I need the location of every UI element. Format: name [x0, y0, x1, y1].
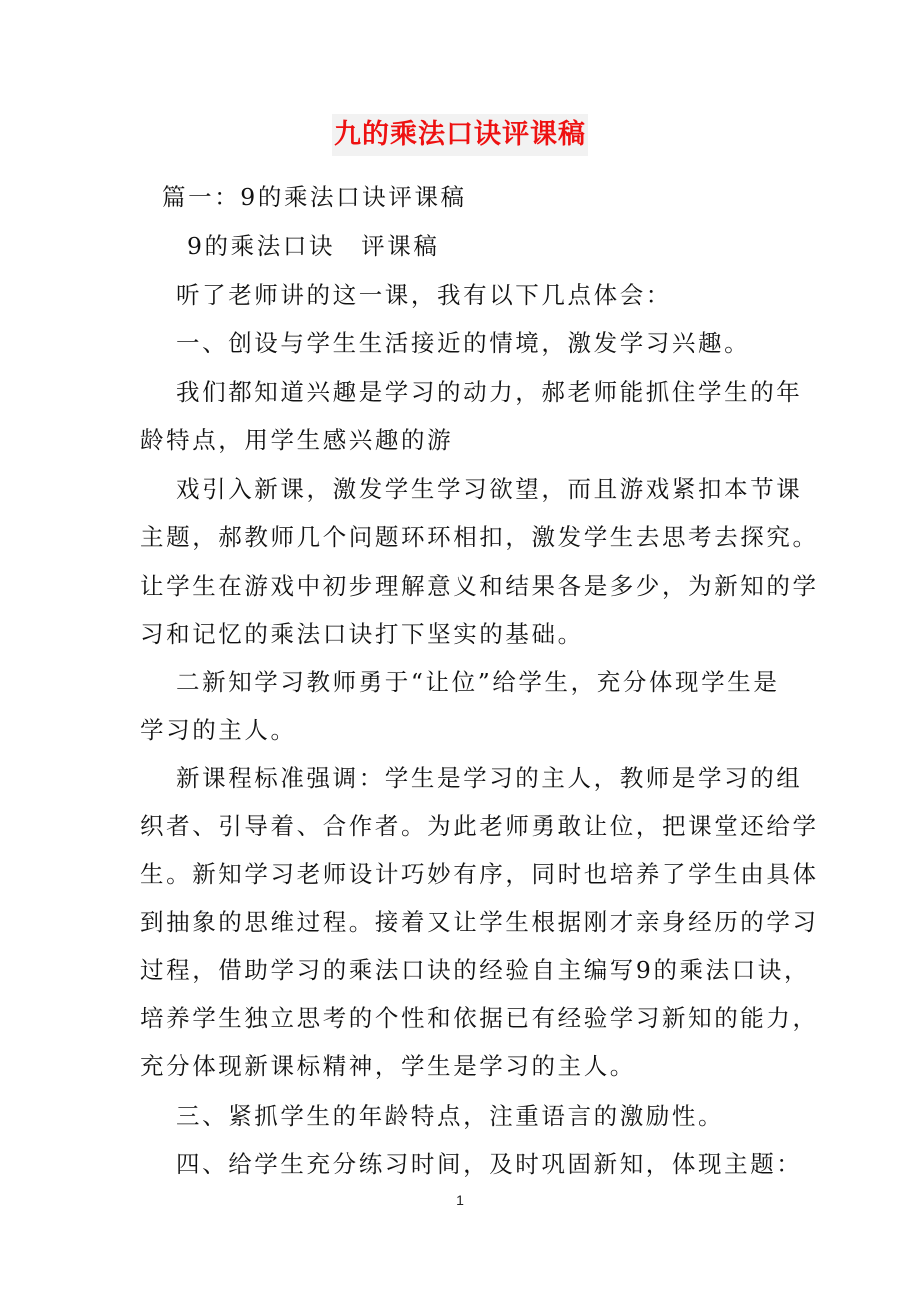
paragraph-line: 培养学生独立思考的个性和依据已有经验学习新知的能力，	[140, 1004, 819, 1032]
paragraph-line: 充分体现新课标精神，学生是学习的主人。	[140, 1052, 636, 1080]
paragraph-line: 过程，借助学习的乘法口诀的经验自主编写9的乘法口诀，	[140, 956, 811, 984]
paragraph-line: 龄特点，用学生感兴趣的游	[140, 426, 454, 454]
paragraph-line: 学习的主人。	[140, 716, 297, 744]
title-container	[0, 114, 920, 156]
paragraph-line: 二新知学习教师勇于“让位”给学生，充分体现学生是	[176, 668, 780, 696]
paragraph-line: 习和记忆的乘法口诀打下坚实的基础。	[140, 620, 584, 648]
paragraph-line: 主题，郝教师几个问题环环相扣，激发学生去思考去探究。	[140, 523, 819, 551]
paragraph-line: 生。新知学习老师设计巧妙有序，同时也培养了学生由具体	[140, 860, 819, 888]
paragraph-line: 让学生在游戏中初步理解意义和结果各是多少，为新知的学	[140, 572, 819, 600]
paragraph-line: 新课程标准强调：学生是学习的主人，教师是学习的组	[176, 764, 803, 792]
section-heading-1: 篇一：9的乘法口诀评课稿	[162, 183, 467, 211]
paragraph-line: 我们都知道兴趣是学习的动力，郝老师能抓住学生的年	[176, 378, 803, 406]
page-number: 1	[456, 1192, 464, 1208]
subtitle-line: 9的乘法口诀 评课稿	[187, 232, 440, 260]
document-title: 九的乘法口诀评课稿	[332, 114, 588, 156]
paragraph-line: 一、创设与学生生活接近的情境，激发学习兴趣。	[176, 329, 751, 357]
paragraph-line: 四、给学生充分练习时间，及时巩固新知，体现主题：	[176, 1150, 803, 1178]
paragraph-line: 到抽象的思维过程。接着又让学生根据刚才亲身经历的学习	[140, 908, 819, 936]
paragraph-line: 织者、引导着、合作者。为此老师勇敢让位，把课堂还给学	[140, 812, 819, 840]
paragraph-line: 三、紧抓学生的年龄特点，注重语言的激励性。	[176, 1102, 725, 1130]
paragraph-line: 戏引入新课，激发学生学习欲望，而且游戏紧扣本节课	[176, 475, 803, 503]
paragraph-line: 听了老师讲的这一课，我有以下几点体会：	[176, 281, 672, 309]
